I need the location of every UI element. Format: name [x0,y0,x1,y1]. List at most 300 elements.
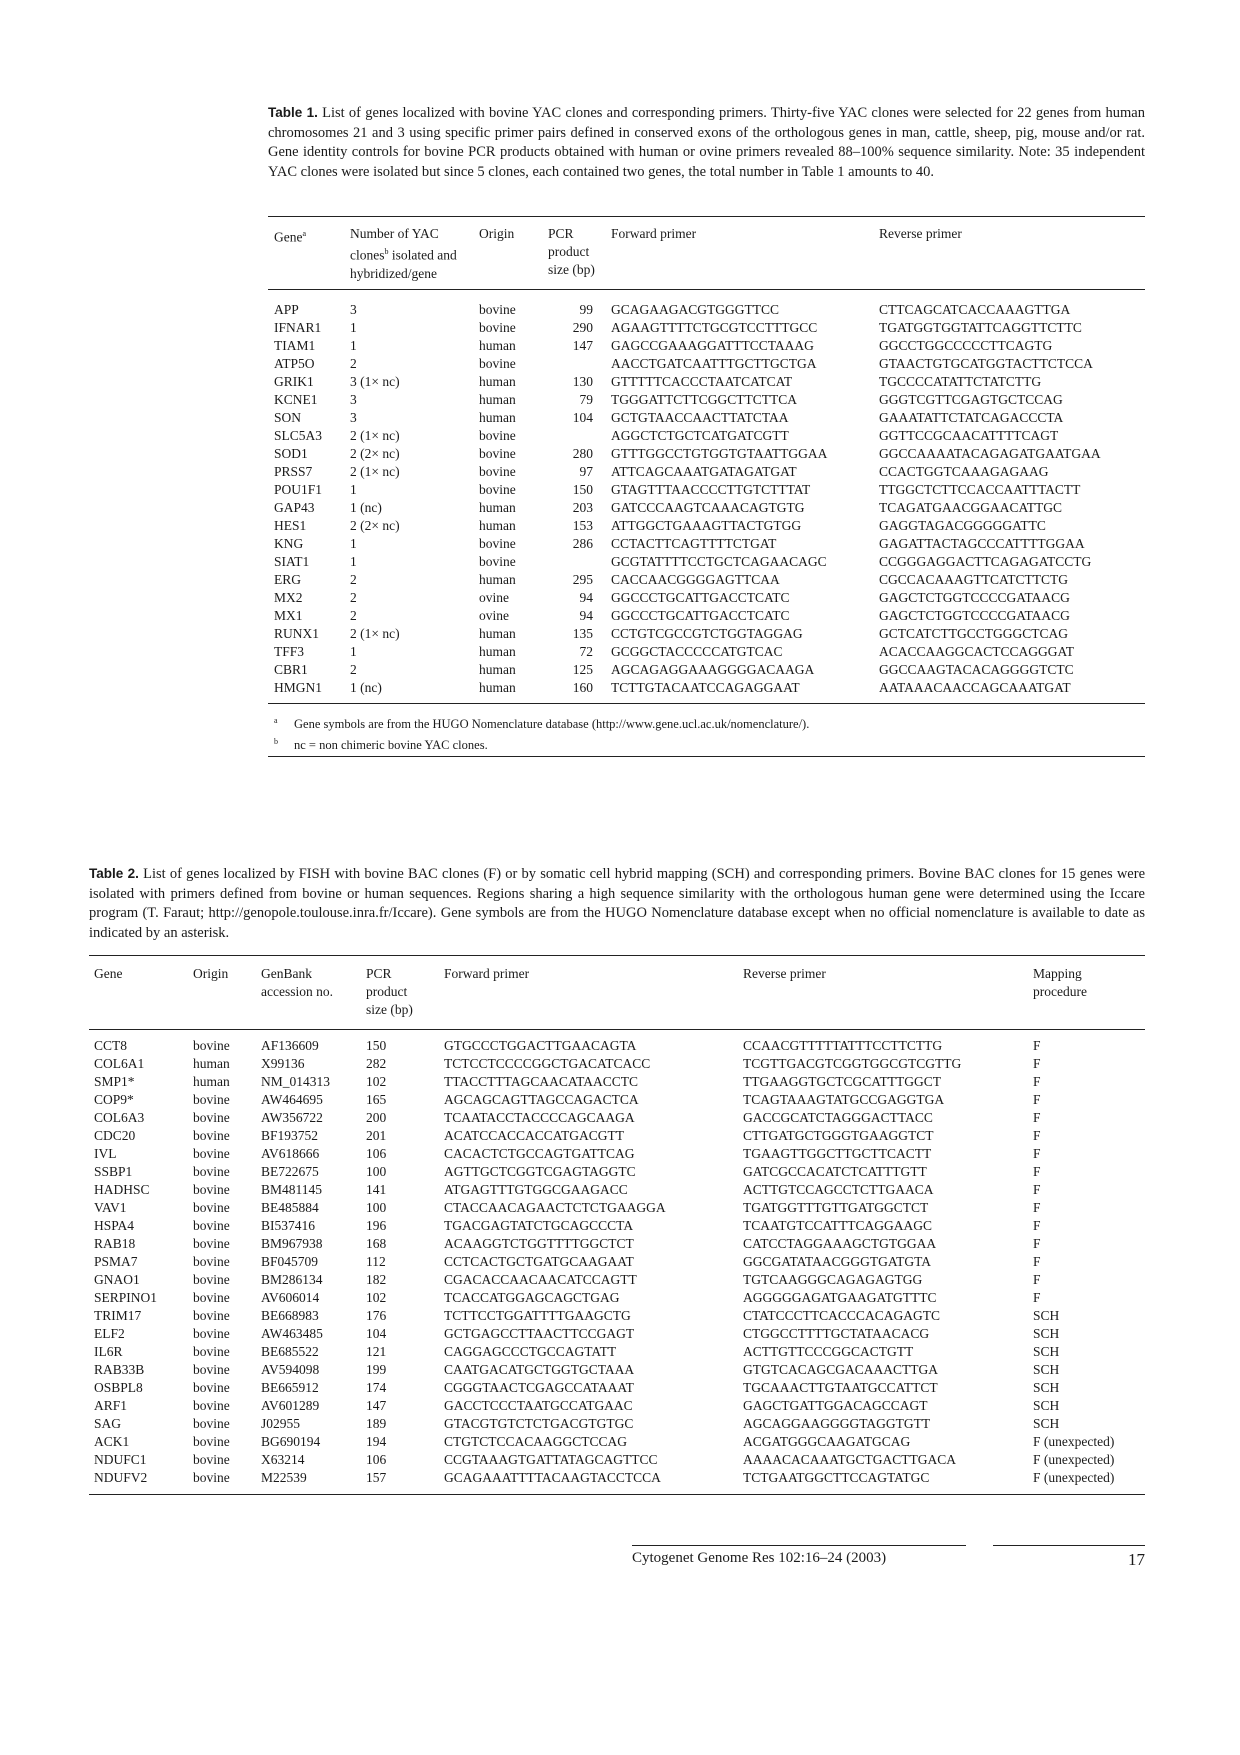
table2-cell-pcr-size: 165 [366,1092,387,1107]
table2-cell-origin: bovine [193,1416,230,1431]
table2-cell-pcr-size: 106 [366,1146,387,1161]
table-row [94,1073,1145,1091]
table2-cell-mapping: F (unexpected) [1033,1452,1115,1467]
table2-cell-forward-primer: GTACGTGTCTCTGACGTGTGC [444,1416,634,1431]
table2-cell-reverse-primer: AGGGGGAGATGAAGATGTTTC [743,1290,937,1305]
table2-cell-accession: M22539 [261,1470,307,1485]
table2-cell-pcr-size: 201 [366,1128,387,1143]
table2-cell-mapping: F [1033,1074,1041,1089]
table2-cell-gene: RAB33B [94,1362,145,1377]
table2-cell-gene: IL6R [94,1344,123,1359]
table2-caption-label: Table 2. [89,866,139,881]
table2-cell-forward-primer: ACATCCACCACCATGACGTT [444,1128,625,1143]
table2-cell-accession: BM481145 [261,1182,323,1197]
table1-cell-reverse-primer: GGCCTGGCCCCCTTCAGTG [879,337,1053,353]
table2-cell-forward-primer: TTACCTTTAGCAACATAACCTC [444,1074,639,1089]
table1-cell-origin: human [479,373,516,389]
table1-cell-pcr-size: 290 [572,319,593,335]
table2-cell-mapping: F (unexpected) [1033,1470,1115,1485]
table2-cell-accession: BE668983 [261,1308,319,1323]
table2-cell-origin: bovine [193,1272,230,1287]
table2-cell-pcr-size: 282 [366,1056,387,1071]
table2-cell-pcr-size: 100 [366,1200,387,1215]
table1-cell-pcr-size: 72 [579,643,593,659]
table2-cell-pcr-size: 106 [366,1452,387,1467]
table1-cell-forward-primer: TCTTGTACAATCCAGAGGAAT [611,679,800,695]
table2-cell-origin: bovine [193,1290,230,1305]
table1-cell-origin: bovine [479,355,516,371]
table1-cell-reverse-primer: GAGATTACTAGCCCATTTTGGAA [879,535,1085,551]
table2-cell-reverse-primer: TGTCAAGGGCAGAGAGTGG [743,1272,923,1287]
table2-cell-mapping: F [1033,1218,1041,1233]
table2-cell-accession: BE685522 [261,1344,319,1359]
table2-cell-mapping: SCH [1033,1380,1060,1395]
table1-cell-gene: IFNAR1 [274,319,322,335]
table-row [94,1397,1145,1415]
table1-cell-gene: HES1 [274,517,307,533]
table1-cell-reverse-primer: CGCCACAAAGTTCATCTTCTG [879,571,1069,587]
table-row [274,643,1145,661]
table2-cell-reverse-primer: CCAACGTTTTTATTTCCTTCTTG [743,1038,943,1053]
table1-cell-reverse-primer: GAGGTAGACGGGGGATTC [879,517,1046,533]
table2-cell-forward-primer: CAGGAGCCCTGCCAGTATT [444,1344,617,1359]
table2-cell-pcr-size: 112 [366,1254,386,1269]
table2-cell-forward-primer: TCTTCCTGGATTTTGAAGCTG [444,1308,631,1323]
table1-cell-forward-primer: GATCCCAAGTCAAACAGTGTG [611,499,805,515]
table2-cell-gene: COP9* [94,1092,134,1107]
table2-cell-gene: ELF2 [94,1326,125,1341]
table2-col-accession: GenBank accession no. [261,966,333,999]
page-number: 17 [1128,1550,1145,1569]
table2-cell-reverse-primer: GAGCTGATTGGACAGCCAGT [743,1398,928,1413]
table1-cell-origin: human [479,679,516,695]
table2-cell-origin: human [193,1074,230,1089]
table2-cell-forward-primer: CTACCAACAGAACTCTCTGAAGGA [444,1200,666,1215]
table-row [274,481,1145,499]
table2-cell-origin: bovine [193,1326,230,1341]
table-row [274,517,1145,535]
table1-cell-reverse-primer: GAAATATTCTATCAGACCCTA [879,409,1064,425]
table2-cell-forward-primer: CGACACCAACAACATCCAGTT [444,1272,637,1287]
table2-cell-reverse-primer: ACTTGTCCAGCCTCTTGAACA [743,1182,934,1197]
table1-cell-pcr-size: 150 [572,481,593,497]
table1-cell-yac-clones: 2 [350,355,357,371]
table2-cell-gene: ACK1 [94,1434,130,1449]
table1-cell-reverse-primer: TCAGATGAACGGAACATTGC [879,499,1063,515]
table2-cell-gene: SSBP1 [94,1164,133,1179]
table1-cell-forward-primer: CCTGTCGCCGTCTGGTAGGAG [611,625,803,641]
table2-cell-mapping: F [1033,1056,1041,1071]
table2-cell-origin: bovine [193,1434,230,1449]
table2-cell-reverse-primer: GACCGCATCTAGGGACTTACC [743,1110,933,1125]
table2-cell-gene: COL6A3 [94,1110,145,1125]
table2-cell-pcr-size: 102 [366,1074,387,1089]
table1-cell-gene: GRIK1 [274,373,314,389]
table1-cell-yac-clones: 2 [350,607,357,623]
table2-cell-accession: BM967938 [261,1236,323,1251]
table-row [94,1415,1145,1433]
table1-cell-pcr-size: 104 [572,409,593,425]
table2-cell-gene: CDC20 [94,1128,136,1143]
footnote-text: nc = non chimeric bovine YAC clones. [294,738,488,753]
table-row [94,1127,1145,1145]
table1-cell-forward-primer: GCGTATTTTCCTGCTCAGAACAGC [611,553,827,569]
table2-cell-mapping: F [1033,1182,1041,1197]
table1-cell-origin: bovine [479,427,516,443]
table1-cell-reverse-primer: GGCCAAGTACACAGGGGTCTC [879,661,1074,677]
table-row [94,1055,1145,1073]
table1-cell-reverse-primer: TGCCCCATATTCTATCTTG [879,373,1042,389]
table-row [94,1163,1145,1181]
table-row [274,589,1145,607]
table1-cell-forward-primer: GGCCCTGCATTGACCTCATC [611,589,790,605]
table2-cell-accession: BF193752 [261,1128,319,1143]
table1-header-row [274,225,1145,283]
table-row [94,1433,1145,1451]
table2-cell-reverse-primer: TCTGAATGGCTTCCAGTATGC [743,1470,930,1485]
table1-cell-yac-clones: 2 (1× nc) [350,463,400,479]
table2-cell-pcr-size: 174 [366,1380,387,1395]
table1-cell-forward-primer: GTTTGGCCTGTGGTGTAATTGGAA [611,445,828,461]
table2-cell-forward-primer: AGCAGCAGTTAGCCAGACTCA [444,1092,639,1107]
table2-cell-mapping: SCH [1033,1398,1060,1413]
table2-cell-reverse-primer: GTGTCACAGCGACAAACTTGA [743,1362,938,1377]
table2-cell-origin: bovine [193,1128,230,1143]
table1-cell-pcr-size: 160 [572,679,593,695]
table2-header-row [94,965,1145,1019]
table2-cell-forward-primer: GCTGAGCCTTAACTTCCGAGT [444,1326,635,1341]
table2-cell-origin: bovine [193,1200,230,1215]
table1-cell-forward-primer: ATTCAGCAAATGATAGATGAT [611,463,797,479]
table-row [274,679,1145,697]
table2-cell-origin: bovine [193,1362,230,1377]
table1-cell-origin: human [479,517,516,533]
table1-footnotes [274,712,1134,754]
table-row [94,1235,1145,1253]
table1-cell-gene: KCNE1 [274,391,318,407]
table2-cell-mapping: F [1033,1236,1041,1251]
table1-cell-forward-primer: ATTGGCTGAAAGTTACTGTGG [611,517,802,533]
table1-header-rule [268,289,1145,290]
table2-cell-origin: bovine [193,1470,230,1485]
table2-cell-accession: BE665912 [261,1380,319,1395]
table1-cell-pcr-size: 130 [572,373,593,389]
table2-cell-origin: bovine [193,1038,230,1053]
table1-cell-pcr-size: 94 [579,589,593,605]
table2-cell-pcr-size: 199 [366,1362,387,1377]
table1-cell-forward-primer: GAGCCGAAAGGATTTCCTAAAG [611,337,814,353]
table1-cell-pcr-size [548,553,611,571]
table2-cell-origin: bovine [193,1164,230,1179]
table2-cell-reverse-primer: TTGAAGGTGCTCGCATTTGGCT [743,1074,941,1089]
table2-cell-accession: BM286134 [261,1272,323,1287]
table2-cell-forward-primer: CAATGACATGCTGGTGCTAAA [444,1362,635,1377]
table2-cell-origin: bovine [193,1380,230,1395]
table2-cell-gene: HADHSC [94,1182,150,1197]
table2-cell-gene: CCT8 [94,1038,128,1053]
table1-cell-yac-clones: 2 (2× nc) [350,517,400,533]
table2-cell-gene: NDUFC1 [94,1452,147,1467]
table1-cell-reverse-primer: GGCCAAAATACAGAGATGAATGAA [879,445,1101,461]
table1-cell-gene: SOD1 [274,445,308,461]
table1-cell-origin: human [479,499,516,515]
table-row [94,1199,1145,1217]
table2-col-reverse: Reverse primer [743,966,826,981]
table1-cell-yac-clones: 3 [350,409,357,425]
table2-cell-reverse-primer: CTTGATGCTGGGTGAAGGTCT [743,1128,934,1143]
table1-cell-gene: ATP5O [274,355,315,371]
table2-cell-forward-primer: AGTTGCTCGGTCGAGTAGGTC [444,1164,636,1179]
table2-cell-pcr-size: 176 [366,1308,387,1323]
table2-cell-mapping: SCH [1033,1308,1060,1323]
table1-cell-gene: ERG [274,571,301,587]
table2-cell-pcr-size: 102 [366,1290,387,1305]
table-row [94,1217,1145,1235]
table2-cell-gene: ARF1 [94,1398,128,1413]
table2-bottom-rule [89,1494,1145,1495]
table2-cell-reverse-primer: AAAACACAAATGCTGACTTGACA [743,1452,957,1467]
table-row [94,1379,1145,1397]
table2-cell-origin: bovine [193,1308,230,1323]
table1-cell-reverse-primer: CCACTGGTCAAAGAGAAG [879,463,1049,479]
table2-cell-gene: COL6A1 [94,1056,145,1071]
table1-cell-forward-primer: CACCAACGGGGAGTTCAA [611,571,780,587]
table2-cell-accession: AV601289 [261,1398,320,1413]
table1-cell-yac-clones: 1 [350,535,357,551]
table2-cell-gene: SMP1* [94,1074,135,1089]
footnote-mark: a [274,716,278,725]
table1 [274,225,1145,697]
table2-cell-forward-primer: TCTCCTCCCCGGCTGACATCACC [444,1056,651,1071]
table2-cell-forward-primer: CTGTCTCCACAAGGCTCCAG [444,1434,628,1449]
table2-cell-accession: AF136609 [261,1038,319,1053]
table-row [274,535,1145,553]
footnote-mark: b [274,737,278,747]
table1-cell-pcr-size: 99 [579,301,593,317]
table2-cell-origin: bovine [193,1146,230,1161]
table2-cell-gene: IVL [94,1146,117,1161]
table2-cell-accession: BE485884 [261,1200,319,1215]
table2-cell-origin: bovine [193,1092,230,1107]
table2-cell-accession: BG690194 [261,1434,321,1449]
table1-cell-yac-clones: 1 [350,337,357,353]
table1-cell-yac-clones: 2 [350,661,357,677]
table1-cell-reverse-primer: ACACCAAGGCACTCCAGGGAT [879,643,1075,659]
table1-cell-origin: human [479,337,516,353]
table2-cell-accession: X99136 [261,1056,305,1071]
table2-cell-mapping: SCH [1033,1344,1060,1359]
table2-cell-reverse-primer: TCAATGTCCATTTCAGGAAGC [743,1218,932,1233]
table1-cell-pcr-size: 295 [572,571,593,587]
table2-cell-reverse-primer: CTATCCCTTCACCCACAGAGTC [743,1308,940,1323]
table2-cell-mapping: F [1033,1272,1041,1287]
table-row [94,1469,1145,1487]
table2-col-gene: Gene [94,966,123,981]
table2-cell-forward-primer: GACCTCCCTAATGCCATGAAC [444,1398,633,1413]
table2-cell-accession: NM_014313 [261,1074,331,1089]
table1-cell-yac-clones: 2 (1× nc) [350,625,400,641]
table2-cell-gene: OSBPL8 [94,1380,143,1395]
footnote [274,712,1134,733]
table1-col-yac: Number of YAC clones$^b$ isolated and hybridized/gene [350,226,457,281]
table2-cell-gene: VAV1 [94,1200,127,1215]
table2-cell-mapping: F [1033,1038,1041,1053]
table2-cell-reverse-primer: GATCGCCACATCTCATTTGTT [743,1164,927,1179]
table2-cell-origin: bovine [193,1218,230,1233]
table1-cell-forward-primer: TGGGATTCTTCGGCTTCTTCA [611,391,797,407]
table2-cell-forward-primer: GCAGAAATTTTACAAGTACCTCCA [444,1470,661,1485]
table2-cell-reverse-primer: ACGATGGGCAAGATGCAG [743,1434,911,1449]
table1-cell-reverse-primer: GAGCTCTGGTCCCCGATAACG [879,607,1070,623]
table2 [94,965,1145,1487]
table2-cell-forward-primer: ACAAGGTCTGGTTTTGGCTCT [444,1236,634,1251]
table2-cell-forward-primer: CCTCACTGCTGATGCAAGAAT [444,1254,634,1269]
table-row [94,1253,1145,1271]
table1-cell-yac-clones: 1 [350,481,357,497]
table1-cell-forward-primer: GGCCCTGCATTGACCTCATC [611,607,790,623]
table1-cell-gene: MX1 [274,607,303,623]
table2-cell-gene: PSMA7 [94,1254,138,1269]
table1-caption [268,103,1145,182]
table1-cell-origin: human [479,661,516,677]
table2-cell-origin: bovine [193,1398,230,1413]
table-row [274,373,1145,391]
table2-cell-pcr-size: 100 [366,1164,387,1179]
footer-rule-right [993,1545,1145,1546]
table1-top-rule [268,216,1145,217]
table2-cell-origin: bovine [193,1110,230,1125]
table2-col-forward: Forward primer [444,966,530,981]
table2-top-rule [89,955,1145,956]
table1-cell-yac-clones: 1 (nc) [350,679,382,695]
table1-cell-yac-clones: 2 (2× nc) [350,445,400,461]
table2-caption-text: List of genes localized by FISH with bovine BAC clones (F) or by somatic cell hybrid mapping (SCH) and corresponding primers. Bovine BAC clones for 15 genes were isolated with primers defined from bovine or human sequences. Regions sharing a high sequence similarity with the orthologous human gene were determined using the Iccare program (T. Faraut; http://genopole.toulouse.inra.fr/Iccare). Gene symbols are from the HUGO Nomenclature database except when no official nomenclature is available to date as indicated by an asterisk. [89,866,1146,941]
table1-cell-reverse-primer: GAGCTCTGGTCCCCGATAACG [879,589,1070,605]
table1-cell-forward-primer: AGGCTCTGCTCATGATCGTT [611,427,789,443]
table2-cell-accession: AW464695 [261,1092,323,1107]
table2-cell-accession: AV594098 [261,1362,320,1377]
table1-cell-yac-clones: 2 [350,589,357,605]
table2-col-mapping: Mapping procedure [1033,966,1087,999]
table1-cell-origin: ovine [479,589,509,605]
table2-cell-origin: bovine [193,1182,230,1197]
table2-cell-pcr-size: 182 [366,1272,387,1287]
table1-col-forward: Forward primer [611,226,697,241]
table2-cell-reverse-primer: CTGGCCTTTTGCTATAACACG [743,1326,930,1341]
table1-cell-forward-primer: GCTGTAACCAACTTATCTAA [611,409,789,425]
table1-cell-yac-clones: 1 [350,553,357,569]
table1-cell-yac-clones: 2 [350,571,357,587]
table2-cell-pcr-size: 141 [366,1182,387,1197]
table2-cell-accession: BE722675 [261,1164,319,1179]
table1-cell-pcr-size: 97 [579,463,593,479]
table2-cell-reverse-primer: TCGTTGACGTCGGTGGCGTCGTTG [743,1056,962,1071]
table2-cell-forward-primer: CGGGTAACTCGAGCCATAAAT [444,1380,634,1395]
table2-cell-reverse-primer: TGATGGTTTGTTGATGGCTCT [743,1200,929,1215]
table1-cell-forward-primer: CCTACTTCAGTTTTCTGAT [611,535,777,551]
table2-cell-accession: X63214 [261,1452,305,1467]
table1-cell-gene: SIAT1 [274,553,310,569]
table2-cell-pcr-size: 157 [366,1470,387,1485]
table1-cell-gene: SLC5A3 [274,427,323,443]
table2-cell-origin: human [193,1056,230,1071]
table2-cell-origin: bovine [193,1236,230,1251]
table2-cell-gene: SAG [94,1416,122,1431]
table1-cell-origin: bovine [479,463,516,479]
table1-cell-reverse-primer: CCGGGAGGACTTCAGAGATCCTG [879,553,1092,569]
table2-cell-reverse-primer: ACTTGTTCCCGGCACTGTT [743,1344,914,1359]
table2-cell-mapping: F [1033,1146,1041,1161]
table1-cell-reverse-primer: GTAACTGTGCATGGTACTTCTCCA [879,355,1093,371]
table2-cell-pcr-size: 200 [366,1110,387,1125]
table2-cell-forward-primer: CCGTAAAGTGATTATAGCAGTTCC [444,1452,658,1467]
table1-cell-origin: human [479,625,516,641]
table-row [274,553,1145,571]
table-row [274,391,1145,409]
table2-cell-mapping: F [1033,1110,1041,1125]
table2-cell-pcr-size: 168 [366,1236,387,1251]
table1-cell-origin: human [479,409,516,425]
table1-cell-gene: RUNX1 [274,625,320,641]
table2-cell-accession: J02955 [261,1416,301,1431]
table1-cell-reverse-primer: CTTCAGCATCACCAAAGTTGA [879,301,1071,317]
table2-cell-reverse-primer: GGCGATATAACGGGTGATGTA [743,1254,931,1269]
table2-cell-pcr-size: 104 [366,1326,387,1341]
table2-cell-mapping: SCH [1033,1362,1060,1377]
table1-cell-pcr-size: 79 [579,391,593,407]
table1-cell-forward-primer: GCGGCTACCCCCATGTCAC [611,643,783,659]
table1-cell-reverse-primer: GCTCATCTTGCCTGGGCTCAG [879,625,1069,641]
table-row [94,1343,1145,1361]
table2-cell-mapping: F [1033,1164,1041,1179]
table-row [274,337,1145,355]
footnote [274,733,1134,754]
table2-cell-gene: RAB18 [94,1236,136,1251]
table1-cell-gene: HMGN1 [274,679,323,695]
table1-cell-yac-clones: 1 [350,643,357,659]
table1-cell-reverse-primer: GGGTCGTTCGAGTGCTCCAG [879,391,1063,407]
table2-cell-forward-primer: GTGCCCTGGACTTGAACAGTA [444,1038,637,1053]
table1-cell-pcr-size: 135 [572,625,593,641]
table1-cell-origin: human [479,391,516,407]
table-row [94,1289,1145,1307]
table2-cell-gene: GNAO1 [94,1272,140,1287]
table-row [274,445,1145,463]
table-row [94,1181,1145,1199]
table1-cell-gene: CBR1 [274,661,308,677]
table2-col-origin: Origin [193,966,229,981]
table1-cell-origin: human [479,571,516,587]
table1-cell-gene: APP [274,301,299,317]
table1-cell-forward-primer: AGCAGAGGAAAGGGGACAAGA [611,661,815,677]
table2-cell-accession: AV618666 [261,1146,320,1161]
table2-cell-reverse-primer: CATCCTAGGAAAGCTGTGGAA [743,1236,937,1251]
table-row [274,319,1145,337]
table2-cell-pcr-size: 150 [366,1038,387,1053]
table1-col-pcr: PCR product size (bp) [548,226,595,277]
table1-caption-label: Table 1. [268,105,318,120]
table2-cell-accession: AW356722 [261,1110,323,1125]
table-row [274,499,1145,517]
table2-cell-accession: BI537416 [261,1218,315,1233]
table2-header-rule [89,1029,1145,1030]
table1-foot-rule [268,756,1145,757]
table1-cell-yac-clones: 2 (1× nc) [350,427,400,443]
table2-cell-reverse-primer: AGCAGGAAGGGGTAGGTGTT [743,1416,931,1431]
table-row [274,607,1145,625]
table1-cell-gene: GAP43 [274,499,315,515]
table1-cell-reverse-primer: AATAAACAACCAGCAAATGAT [879,679,1071,695]
